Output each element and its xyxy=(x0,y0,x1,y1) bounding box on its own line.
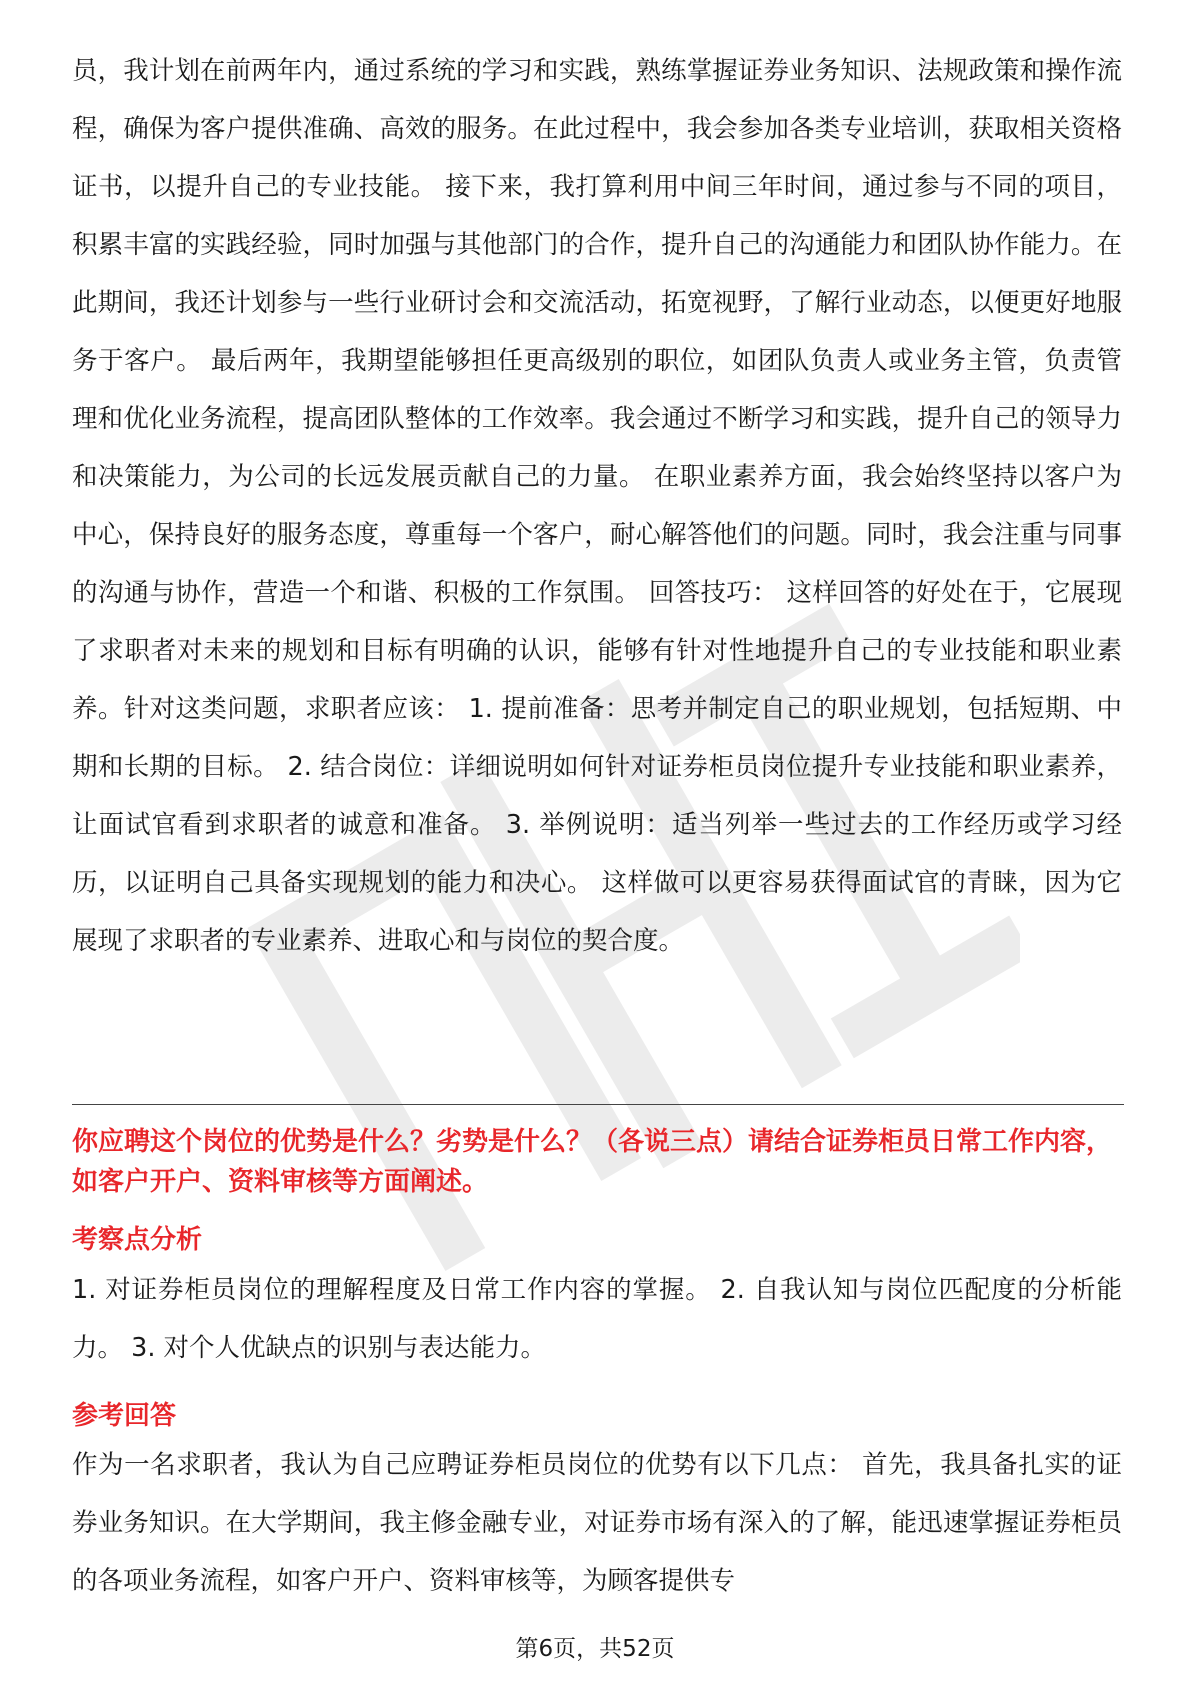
analysis-heading-block xyxy=(72,1220,1122,1260)
analysis-text: 1. 对证券柜员岗位的理解程度及日常工作内容的掌握。 2. 自我认知与岗位匹配度的分析能力。 3. 对个人优缺点的识别与表达能力。 xyxy=(72,1275,1122,1363)
answer-text: 作为一名求职者，我认为自己应聘证券柜员岗位的优势有以下几点： 首先，我具备扎实的证券业务知识。在大学期间，我主修金融专业，对证券市场有深入的了解，能迅速掌握证券柜员的各项业务流程，如客户开户、资料审核等，为顾客提供专 xyxy=(72,1450,1122,1596)
body-paragraph-top xyxy=(72,42,1122,970)
question-block xyxy=(72,1122,1122,1202)
page-footer: 第6页，共52页 xyxy=(515,1636,675,1662)
answer-heading: 参考回答 xyxy=(72,1401,177,1431)
question-title: 你应聘这个岗位的优势是什么？劣势是什么？（各说三点）请结合证券柜员日常工作内容，如客户开户、资料审核等方面阐述。 xyxy=(72,1127,1113,1197)
answer-heading-block xyxy=(72,1396,1122,1436)
analysis-paragraph xyxy=(72,1261,1122,1377)
answer-paragraph xyxy=(72,1436,1122,1610)
body-text-top: 员，我计划在前两年内，通过系统的学习和实践，熟练掌握证券业务知识、法规政策和操作流程，确保为客户提供准确、高效的服务。在此过程中，我会参加各类专业培训，获取相关资格证书，以提升自己的专业技能。 接下来，我打算利用中间三年时间，通过参与不同的项目，积累丰富的实践经验，同时加强与其他部门的合作，提升自己的沟通能力和团队协作能力。在此期间，我还计划参与一些行业研讨会和交流活动，拓宽视野，了解行业动态，以便更好地服务于客户。 最后两年，我期望能够担任更高级别的职位，如团队负责人或业务主管，负责管理和优化业务流程，提高团队整体的工作效率。我会通过不断学习和实践，提升自己的领导力和决策能力，为公司的长远发展贡献自己的力量。 在职业素养方面，我会始终坚持以客户为中心，保持良好的服务态度，尊重每一个客户，耐心解答他们的问题。同时，我会注重与同事的沟通与协作，营造一个和谐、积极的工作氛围。 回答技巧： 这样回答的好处在于，它展现了求职者对未来的规划和目标有明确的认识，能够有针对性地提升自己的专业技能和职业素养。针对这类问题，求职者应该： 1. 提前准备：思考并制定自己的职业规划，包括短期、中期和长期的目标。 2. 结合岗位：详细说明如何针对证券柜员岗位提升专业技能和职业素养，让面试官看到求职者的诚意和准备。 3. 举例说明：适当列举一些过去的工作经历或学习经历，以证明自己具备实现规划的能力和决心。 这样做可以更容易获得面试官的青睐，因为它展现了求职者的专业素养、进取心和与岗位的契合度。 xyxy=(72,56,1122,956)
section-divider xyxy=(72,1104,1124,1105)
analysis-heading: 考察点分析 xyxy=(72,1225,203,1255)
